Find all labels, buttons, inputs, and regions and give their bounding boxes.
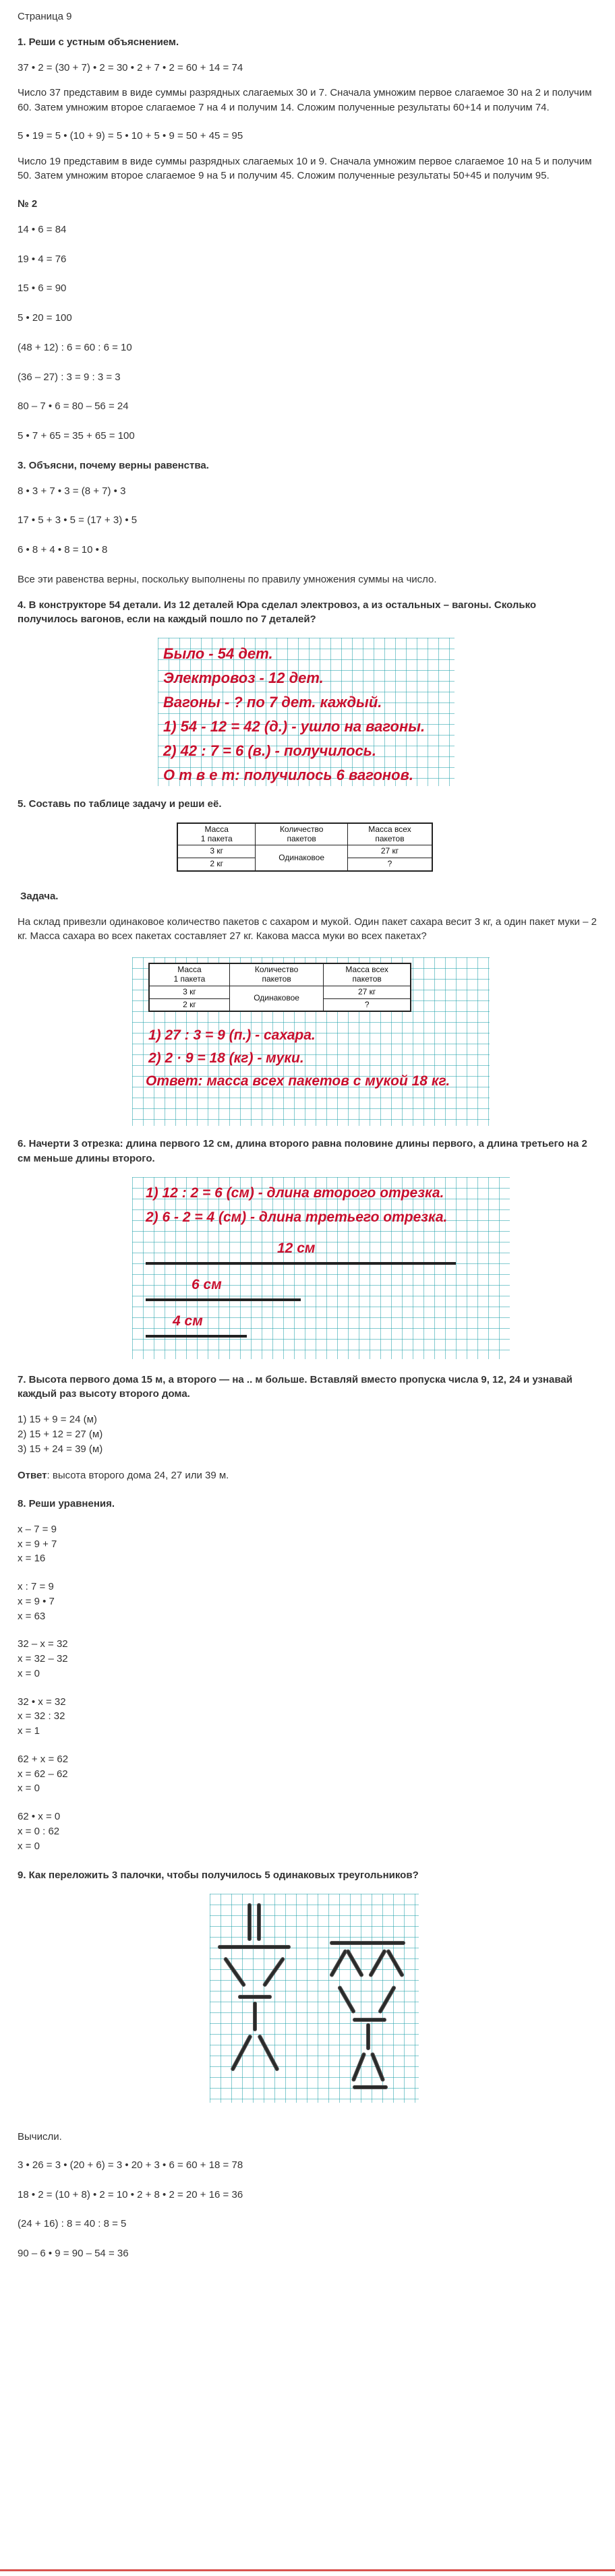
task3-line: 17 • 5 + 3 • 5 = (17 + 3) • 5 (18, 514, 138, 527)
task9-title: 9. Как переложить 3 палочки, чтобы получилось 5 одинаковых треугольников? (18, 1869, 419, 1882)
equation-line: 62 • x = 0 (18, 1811, 61, 1823)
stick (366, 2023, 370, 2050)
task1-example1: 37 • 2 = (30 + 7) • 2 = 30 • 2 + 7 • 2 = 60 + 14 = 74 (18, 61, 243, 73)
table-cell: 27 кг (347, 845, 432, 858)
page-label: Страница 9 (18, 11, 72, 22)
table-cell: 3 кг (177, 845, 256, 858)
equation-group (18, 1809, 597, 1853)
segment3-line (146, 1335, 247, 1338)
task4-title: 4. В конструкторе 54 детали. Из 12 деталей Юра сделал электровоз, а из остальных – вагоны. Сколько получилось вагонов, если на каждый пошло по 7 деталей? (18, 599, 537, 626)
table-cell: 2 кг (149, 998, 229, 1011)
equation-line: x = 9 • 7 (18, 1595, 55, 1607)
task2-title: № 2 (18, 198, 38, 210)
table-cell: ? (324, 998, 411, 1011)
task1-example2: 5 • 19 = 5 • (10 + 9) = 5 • 10 + 5 • 9 = 50 + 45 = 95 (18, 129, 243, 142)
equation-line: x = 9 + 7 (18, 1538, 57, 1550)
task3-title: 3. Объясни, почему верны равенства. (18, 459, 209, 471)
table-cell-same: Одинаковое (256, 845, 348, 871)
equation-group (18, 1637, 597, 1681)
table-cell-same: Одинаковое (229, 986, 323, 1011)
task4-hw-line: Вагоны - ? по 7 дет. каждый. (163, 694, 382, 711)
stick (257, 2034, 279, 2072)
table-cell: 27 кг (324, 986, 411, 998)
stick (337, 1985, 356, 2014)
task4-hw-line: 1) 54 - 12 = 42 (д.) - ушло на вагоны. (163, 718, 426, 735)
stick (253, 2002, 257, 2031)
task7-answer-label: Ответ (18, 1470, 47, 1482)
task7-lines (18, 1412, 597, 1456)
stick (368, 1949, 387, 1978)
task2-line: 14 • 6 = 84 (18, 223, 67, 235)
task7-line: 3) 15 + 24 = 39 (м) (18, 1443, 103, 1455)
segment3-label: 4 см (173, 1313, 203, 1329)
equation-line: x = 0 (18, 1840, 40, 1852)
task6-title: 6. Начерти 3 отрезка: длина первого 12 см, длина второго равна половине длины первого, а длина третьего на 2 см меньше длины второго. (18, 1138, 587, 1164)
stick (247, 1903, 252, 1941)
stick (330, 1941, 405, 1945)
stick (218, 1945, 291, 1949)
task4-grid-image (158, 638, 455, 786)
task5-subtitle: Задача. (20, 890, 59, 902)
equation-group (18, 1752, 597, 1796)
task7-line: 1) 15 + 9 = 24 (м) (18, 1414, 97, 1426)
stick (351, 2052, 367, 2083)
equation-line: x = 16 (18, 1553, 46, 1565)
task6-grid-image (132, 1177, 510, 1359)
task4-hw-line: 2) 42 : 7 = 6 (в.) - получилось. (163, 742, 376, 759)
stick (257, 1903, 261, 1941)
table-header-count: Количество пакетов (256, 823, 348, 845)
task9-sticks-image (210, 1894, 419, 2103)
task5-hw-line: 2) 2 · 9 = 18 (кг) - муки. (148, 1050, 304, 1067)
task2-line: 19 • 4 = 76 (18, 253, 67, 265)
equation-line: x = 0 (18, 1783, 40, 1795)
task2-line: 80 – 7 • 6 = 80 – 56 = 24 (18, 400, 129, 413)
task7-answer (18, 1468, 597, 1483)
task6-hw-line: 2) 6 - 2 = 4 (см) - длина третьего отрезка. (146, 1209, 448, 1225)
stick (353, 2018, 386, 2022)
equation-line: x = 63 (18, 1610, 46, 1622)
task3-line: 6 • 8 + 4 • 8 = 10 • 8 (18, 544, 108, 556)
segment2-label: 6 см (192, 1276, 222, 1292)
task1-title: 1. Реши с устным объяснением. (18, 36, 179, 48)
calc-line: 90 – 6 • 9 = 90 – 54 = 36 (18, 2248, 129, 2260)
task1-text1: Число 37 представим в виде суммы разрядных слагаемых 30 и 7. Сначала умножим первое слагаемое 30 на 2 и получим 60. Затем умножим второе слагаемое 7 на 4 и получим 14. Сложим полученные результаты 60+14 и получим 74. (18, 87, 592, 113)
stick (223, 1956, 247, 1987)
task2-line: 5 • 7 + 65 = 35 + 65 = 100 (18, 430, 135, 442)
task4-hw-line: О т в е т: получилось 6 вагонов. (163, 767, 414, 783)
equation-group (18, 1695, 597, 1739)
task4-hw-line: Было - 54 дет. (163, 645, 273, 662)
stick (230, 2034, 252, 2072)
segment2-line (146, 1298, 301, 1301)
stick (353, 2085, 388, 2089)
task2-line: 15 • 6 = 90 (18, 282, 67, 295)
equation-line: x = 32 : 32 (18, 1710, 65, 1723)
task2-line: (36 – 27) : 3 = 9 : 3 = 3 (18, 371, 121, 383)
table-header-mass-one: Масса 1 пакета (177, 823, 256, 845)
task5-title: 5. Составь по таблице задачу и реши её. (18, 798, 222, 810)
table-header-count: Количество пакетов (229, 963, 323, 986)
task5-table (177, 822, 433, 872)
stick (238, 1995, 272, 1999)
equation-line: x – 7 = 9 (18, 1523, 57, 1535)
task7-title: 7. Высота первого дома 15 м, а второго — на .. м больше. Вставляй вместо пропуска числа 9, 12, 24 и узнавай каждый раз высоту второго дома. (18, 1373, 573, 1400)
table-cell: ? (347, 858, 432, 871)
stick (262, 1956, 286, 1987)
equation-line: x = 0 : 62 (18, 1825, 60, 1837)
stick (386, 1949, 405, 1978)
task5-table-copy (148, 963, 411, 1012)
task8-title: 8. Реши уравнения. (18, 1498, 115, 1510)
task7-line: 2) 15 + 12 = 27 (м) (18, 1428, 103, 1440)
task3-line: 8 • 3 + 7 • 3 = (8 + 7) • 3 (18, 485, 126, 497)
stick (329, 1949, 348, 1978)
calc-line: 3 • 26 = 3 • (20 + 6) = 3 • 20 + 3 • 6 = 60 + 18 = 78 (18, 2159, 243, 2171)
task6-hw-line: 1) 12 : 2 = 6 (см) - длина второго отрезка. (146, 1185, 444, 1201)
equation-line: x = 32 – 32 (18, 1653, 68, 1665)
task3-text: Все эти равенства верны, поскольку выполнены по правилу умножения суммы на число. (18, 573, 437, 585)
task4-hw-line: Электровоз - 12 дет. (163, 669, 324, 686)
equation-group (18, 1580, 597, 1623)
stick (370, 2052, 386, 2083)
task2-lines (18, 222, 597, 444)
task2-line: (48 + 12) : 6 = 60 : 6 = 10 (18, 341, 132, 353)
task7-answer-text: : высота второго дома 24, 27 или 39 м. (47, 1470, 229, 1482)
table-header-mass-all: Масса всех пакетов (324, 963, 411, 986)
footer-bar (0, 2569, 615, 2571)
equation-line: 62 + x = 62 (18, 1753, 69, 1765)
stick (378, 1985, 397, 2014)
equation-line: x = 1 (18, 1725, 40, 1737)
table-header-mass-one: Масса 1 пакета (149, 963, 229, 986)
segment1-label: 12 см (277, 1240, 316, 1256)
task2-line: 5 • 20 = 100 (18, 312, 72, 324)
task5-hw-line: 1) 27 : 3 = 9 (п.) - сахара. (148, 1027, 316, 1044)
table-cell: 2 кг (177, 858, 256, 871)
table-header-mass-all: Масса всех пакетов (347, 823, 432, 845)
calc-line: 18 • 2 = (10 + 8) • 2 = 10 • 2 + 8 • 2 = 20 + 16 = 36 (18, 2188, 243, 2200)
calc-line: (24 + 16) : 8 = 40 : 8 = 5 (18, 2218, 127, 2230)
equation-line: 32 • x = 32 (18, 1696, 66, 1708)
equation-line: 32 – x = 32 (18, 1638, 68, 1650)
equation-line: x = 0 (18, 1667, 40, 1679)
equation-group (18, 1522, 597, 1566)
task5-hw-line: Ответ: масса всех пакетов с мукой 18 кг. (146, 1073, 450, 1089)
stick (345, 1949, 364, 1978)
segment1-line (146, 1262, 456, 1265)
task5-table-image (177, 822, 433, 872)
task5-task-text: На склад привезли одинаковое количество пакетов с сахаром и мукой. Один пакет сахара весит 3 кг, а один пакет муки – 2 кг. Масса сахара во всех пакетах составляет 27 кг. Какова масса муки во всех пакетах? (18, 916, 597, 942)
task5-grid-image (132, 957, 490, 1126)
table-cell: 3 кг (149, 986, 229, 998)
equation-line: x = 62 – 62 (18, 1768, 68, 1780)
task9-calc-label: Вычисли. (18, 2131, 62, 2143)
equation-line: x : 7 = 9 (18, 1581, 54, 1593)
task1-text2: Число 19 представим в виде суммы разрядных слагаемых 10 и 9. Сначала умножим первое слагаемое 10 на 5 и получим 50. Затем умножим второе слагаемое 9 на 5 и получим 45. Сложим полученные результаты 50+45 и получим 95. (18, 155, 592, 182)
